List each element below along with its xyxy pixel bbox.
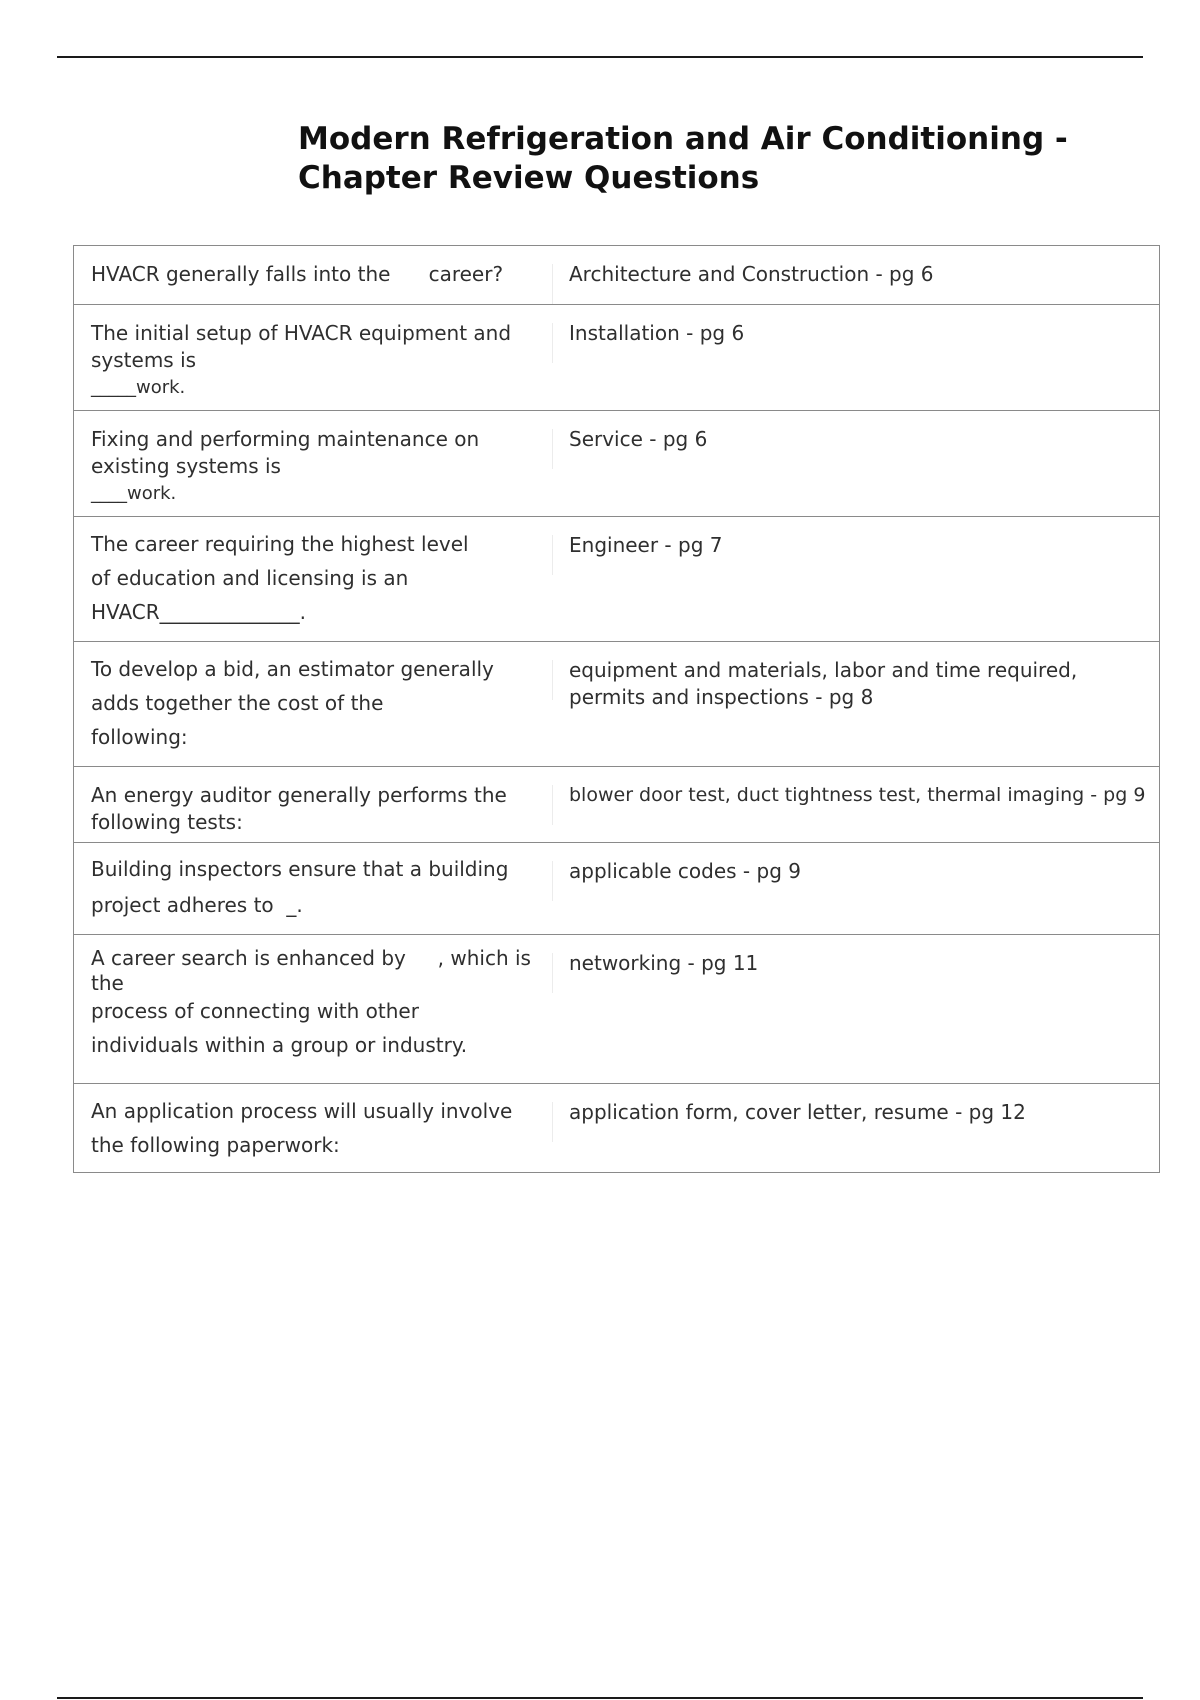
- question-line: the following paperwork:: [91, 1133, 340, 1157]
- table-row: [74, 767, 1160, 843]
- question-line: HVACR______________.: [91, 600, 306, 624]
- answer-cell: networking - pg 11: [552, 935, 1160, 1084]
- question-line: of education and licensing is an: [91, 566, 409, 590]
- question-line: the: [91, 971, 124, 995]
- answer-cell: Architecture and Construction - pg 6: [552, 246, 1160, 305]
- question-line: existing systems is: [91, 454, 281, 478]
- question-cell: [74, 411, 553, 517]
- answer-cell: Installation - pg 6: [552, 305, 1160, 411]
- table-row: [74, 246, 1160, 305]
- question-line: _____work.: [91, 377, 186, 398]
- answer-cell: applicable codes - pg 9: [552, 843, 1160, 935]
- question-line: To develop a bid, an estimator generally: [91, 657, 494, 681]
- answer-cell: Engineer - pg 7: [552, 517, 1160, 642]
- question-cell: [74, 517, 553, 642]
- question-line: An energy auditor generally performs the: [91, 783, 507, 807]
- answer-cell: application form, cover letter, resume - pg 12: [552, 1084, 1160, 1173]
- page-title: Modern Refrigeration and Air Conditioning - Chapter Review Questions: [298, 121, 1068, 196]
- question-cell: [74, 767, 553, 843]
- question-cell: [74, 305, 553, 411]
- question-line: A career search is enhanced by , which is: [91, 946, 531, 970]
- table-row: [74, 305, 1160, 411]
- table-row: [74, 411, 1160, 517]
- table-row: [74, 517, 1160, 642]
- question-cell: [74, 1084, 553, 1173]
- question-cell: [74, 246, 553, 305]
- question-line: process of connecting with other: [91, 999, 419, 1023]
- answer-cell: blower door test, duct tightness test, thermal imaging - pg 9: [552, 767, 1160, 843]
- question-line: Fixing and performing maintenance on: [91, 427, 480, 451]
- question-line: systems is: [91, 348, 197, 372]
- qa-table: [73, 245, 1160, 1173]
- question-cell: [74, 935, 553, 1084]
- question-line: An application process will usually involve: [91, 1099, 513, 1123]
- question-cell: [74, 843, 553, 935]
- question-line: following:: [91, 725, 188, 749]
- question-line: ____work.: [91, 483, 177, 504]
- question-line: individuals within a group or industry.: [91, 1033, 468, 1057]
- question-line: Building inspectors ensure that a building: [91, 857, 509, 881]
- table-row: [74, 843, 1160, 935]
- question-cell: [74, 642, 553, 767]
- answer-cell: Service - pg 6: [552, 411, 1160, 517]
- question-line: HVACR generally falls into the career?: [91, 262, 504, 286]
- question-line: adds together the cost of the: [91, 691, 384, 715]
- answer-cell: equipment and materials, labor and time required, permits and inspections - pg 8: [552, 642, 1160, 767]
- bottom-divider: [57, 1697, 1143, 1699]
- top-divider: [57, 56, 1143, 58]
- question-line: following tests:: [91, 810, 243, 834]
- table-row: [74, 642, 1160, 767]
- question-line: project adheres to _.: [91, 893, 303, 917]
- table-row: [74, 1084, 1160, 1173]
- table-row: [74, 935, 1160, 1084]
- question-line: The initial setup of HVACR equipment and: [91, 321, 512, 345]
- question-line: The career requiring the highest level: [91, 532, 469, 556]
